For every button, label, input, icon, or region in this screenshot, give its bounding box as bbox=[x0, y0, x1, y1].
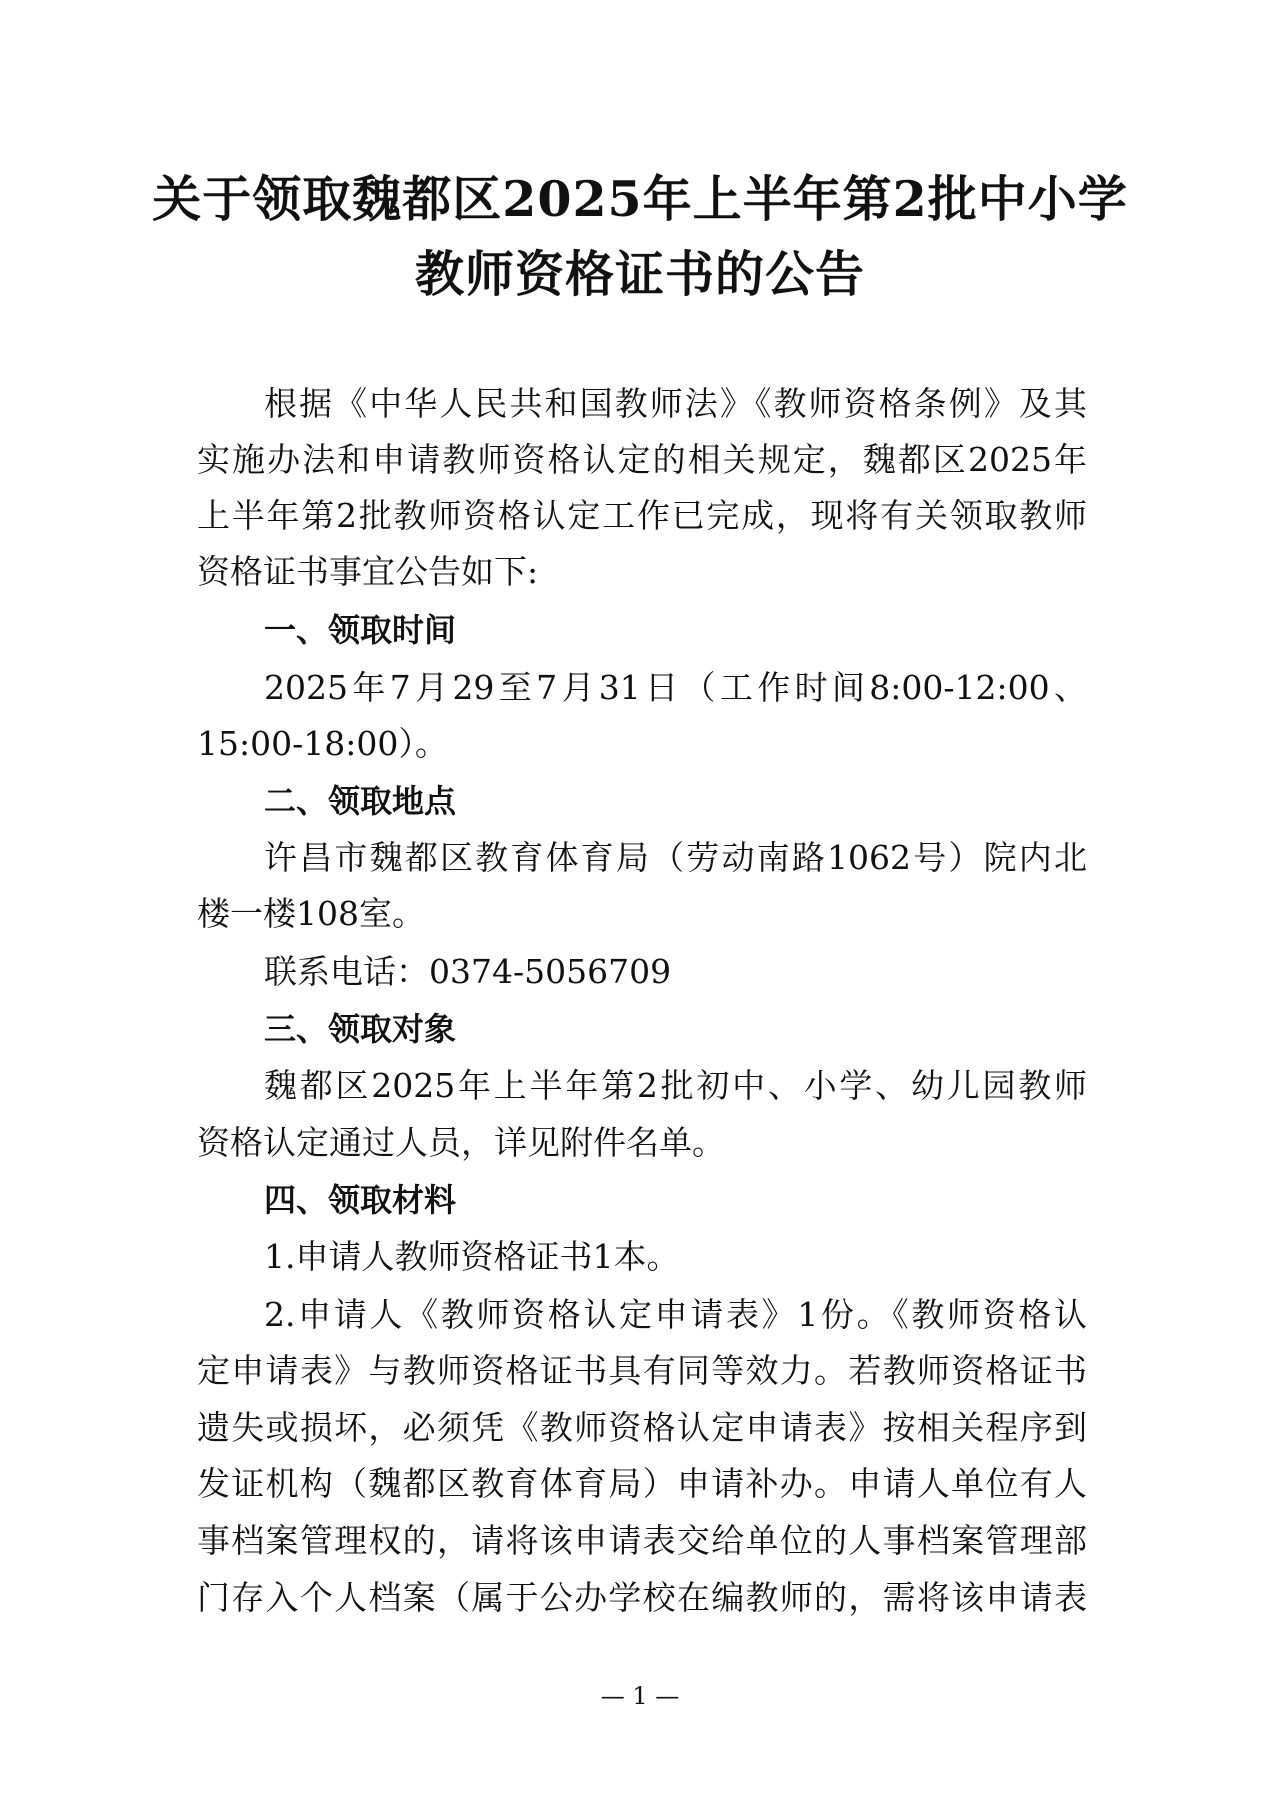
recipients-text-line-1: 魏都区2025年上半年第2批初中、小学、幼儿园教师 bbox=[264, 1066, 1087, 1105]
materials-item-2-line-6: 门存入个人档案（属于公办学校在编教师的，需将该申请表 bbox=[197, 1578, 1087, 1617]
document-title-line-1: 关于领取魏都区2025年上半年第2批中小学 bbox=[152, 170, 1128, 228]
intro-paragraph-line-4: 资格证书事宜公告如下: bbox=[197, 552, 539, 591]
materials-item-1: 1.申请人教师资格证书1本。 bbox=[264, 1237, 680, 1276]
recipients-text-line-2: 资格认定通过人员，详见附件名单。 bbox=[197, 1123, 725, 1162]
contact-phone: 联系电话：0374-5056709 bbox=[264, 952, 672, 991]
section-heading-recipients: 三、领取对象 bbox=[264, 1010, 457, 1048]
document-title-line-2: 教师资格证书的公告 bbox=[414, 245, 865, 303]
materials-item-2-line-1: 2.申请人《教师资格认定申请表》1份。《教师资格认 bbox=[264, 1295, 1087, 1334]
location-text-line-2: 楼一楼108室。 bbox=[197, 894, 425, 933]
materials-item-2-line-2: 定申请表》与教师资格证书具有同等效力。若教师资格证书 bbox=[197, 1351, 1087, 1390]
section-heading-time: 一、领取时间 bbox=[264, 611, 457, 649]
section-heading-location: 二、领取地点 bbox=[264, 782, 457, 820]
intro-paragraph-line-2: 实施办法和申请教师资格认定的相关规定，魏都区2025年 bbox=[197, 440, 1087, 479]
time-text-line-1: 2025年7月29至7月31日（工作时间8:00-12:00、 bbox=[264, 668, 1087, 707]
time-text-line-2: 15:00-18:00）。 bbox=[197, 724, 448, 763]
section-heading-materials: 四、领取材料 bbox=[264, 1181, 457, 1219]
intro-paragraph-line-3: 上半年第2批教师资格认定工作已完成，现将有关领取教师 bbox=[197, 496, 1087, 535]
intro-paragraph-line-1: 根据《中华人民共和国教师法》《教师资格条例》及其 bbox=[264, 384, 1087, 423]
page-number: — 1 — bbox=[600, 1682, 680, 1710]
materials-item-2-line-4: 发证机构（魏都区教育体育局）申请补办。申请人单位有人 bbox=[197, 1464, 1087, 1503]
location-text-line-1: 许昌市魏都区教育体育局（劳动南路1062号）院内北 bbox=[264, 838, 1087, 877]
materials-item-2-line-5: 事档案管理权的，请将该申请表交给单位的人事档案管理部 bbox=[197, 1521, 1087, 1560]
materials-item-2-line-3: 遗失或损坏，必须凭《教师资格认定申请表》按相关程序到 bbox=[197, 1408, 1087, 1447]
